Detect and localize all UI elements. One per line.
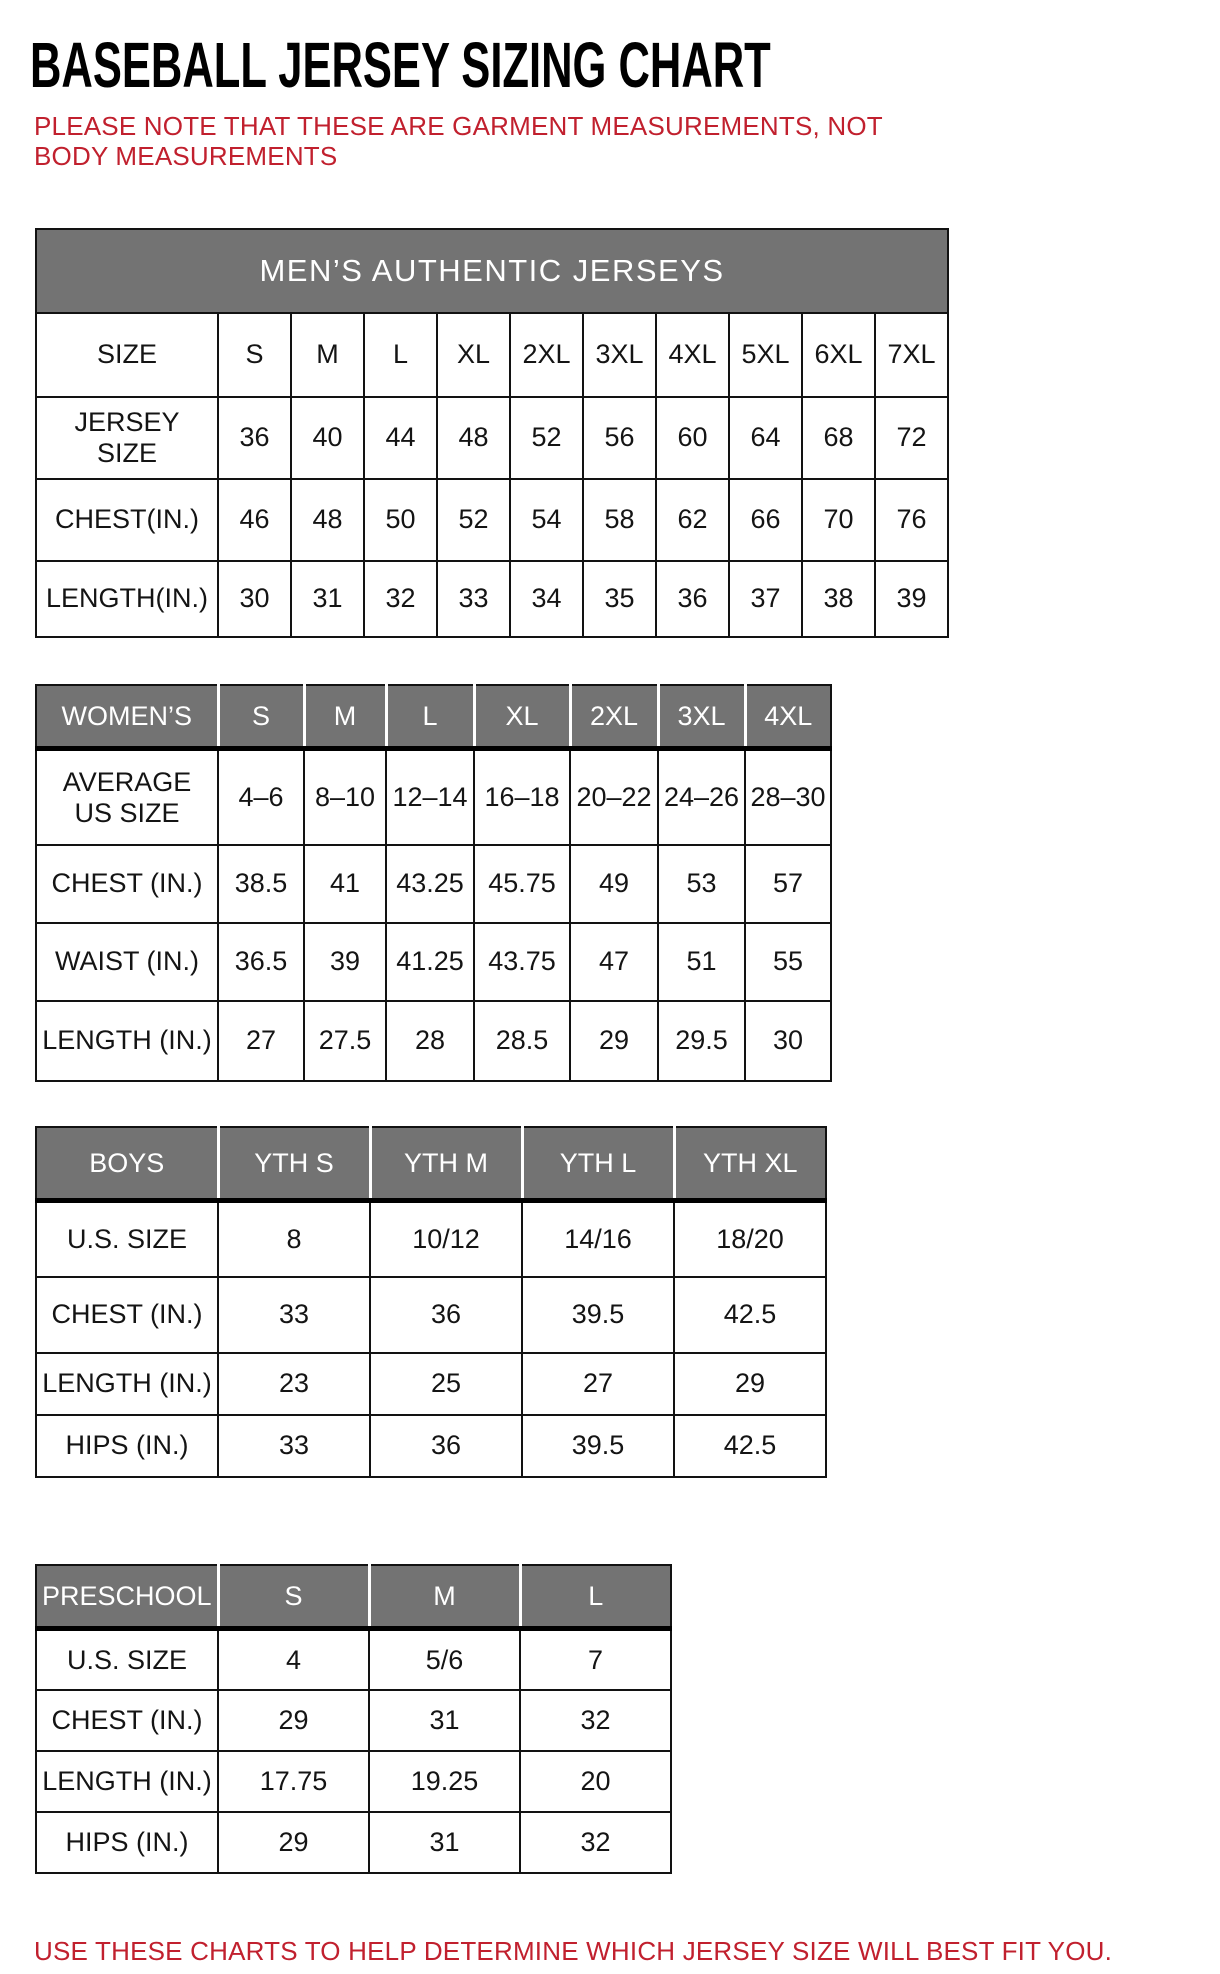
size-column-header: YTH L — [522, 1127, 674, 1201]
row-label-cell: LENGTH (IN.) — [36, 1001, 218, 1081]
table-row — [36, 749, 831, 845]
value-cell: 19.25 — [369, 1751, 520, 1812]
value-cell: 24–26 — [658, 749, 745, 845]
value-cell: 2XL — [510, 313, 583, 397]
value-cell: 32 — [520, 1812, 671, 1873]
size-column-header: S — [218, 685, 304, 749]
value-cell: 38.5 — [218, 845, 304, 923]
value-cell: 4XL — [656, 313, 729, 397]
value-cell: 29 — [674, 1353, 826, 1415]
row-label-cell: CHEST (IN.) — [36, 1277, 218, 1353]
size-column-header: M — [369, 1565, 520, 1629]
value-cell: 33 — [218, 1415, 370, 1477]
row-label-cell: AVERAGE US SIZE — [36, 749, 218, 845]
table-row — [36, 1415, 826, 1477]
value-cell: 35 — [583, 561, 656, 637]
table-row — [36, 313, 948, 397]
value-cell: 29 — [218, 1812, 369, 1873]
value-cell: 36 — [370, 1277, 522, 1353]
preschool-group-label: PRESCHOOL — [36, 1565, 218, 1629]
value-cell: 39.5 — [522, 1277, 674, 1353]
table-row — [36, 1751, 671, 1812]
value-cell: 39 — [875, 561, 948, 637]
size-column-header: S — [218, 1565, 369, 1629]
value-cell: 58 — [583, 479, 656, 561]
value-cell: 30 — [745, 1001, 831, 1081]
table-header-row — [36, 1127, 826, 1201]
value-cell: 8 — [218, 1201, 370, 1277]
value-cell: 52 — [510, 397, 583, 479]
size-column-header: 3XL — [658, 685, 745, 749]
value-cell: 3XL — [583, 313, 656, 397]
value-cell: 7 — [520, 1629, 671, 1690]
row-label-cell: LENGTH(IN.) — [36, 561, 218, 637]
value-cell: 44 — [364, 397, 437, 479]
value-cell: 42.5 — [674, 1277, 826, 1353]
womens-table — [35, 684, 832, 1082]
value-cell: 51 — [658, 923, 745, 1001]
value-cell: 68 — [802, 397, 875, 479]
value-cell: 72 — [875, 397, 948, 479]
table-row — [36, 479, 948, 561]
table-row — [36, 1001, 831, 1081]
row-label-cell: U.S. SIZE — [36, 1201, 218, 1277]
value-cell: 7XL — [875, 313, 948, 397]
row-label-cell: U.S. SIZE — [36, 1629, 218, 1690]
value-cell: 40 — [291, 397, 364, 479]
value-cell: 25 — [370, 1353, 522, 1415]
value-cell: 6XL — [802, 313, 875, 397]
value-cell: 70 — [802, 479, 875, 561]
value-cell: 29 — [218, 1690, 369, 1751]
value-cell: S — [218, 313, 291, 397]
table-row — [36, 397, 948, 479]
value-cell: 27 — [522, 1353, 674, 1415]
mens-table — [35, 228, 949, 638]
size-column-header: YTH M — [370, 1127, 522, 1201]
value-cell: 36 — [218, 397, 291, 479]
value-cell: 33 — [437, 561, 510, 637]
value-cell: 49 — [570, 845, 658, 923]
table-header-row — [36, 685, 831, 749]
value-cell: 43.75 — [474, 923, 570, 1001]
value-cell: 28 — [386, 1001, 474, 1081]
value-cell: 28–30 — [745, 749, 831, 845]
table-row — [36, 561, 948, 637]
row-label-cell: HIPS (IN.) — [36, 1415, 218, 1477]
value-cell: 48 — [437, 397, 510, 479]
value-cell: 45.75 — [474, 845, 570, 923]
row-label-cell: WAIST (IN.) — [36, 923, 218, 1001]
table-row — [36, 1690, 671, 1751]
value-cell: 8–10 — [304, 749, 386, 845]
value-cell: 16–18 — [474, 749, 570, 845]
value-cell: 37 — [729, 561, 802, 637]
value-cell: 41 — [304, 845, 386, 923]
value-cell: 12–14 — [386, 749, 474, 845]
value-cell: 50 — [364, 479, 437, 561]
value-cell: 31 — [369, 1812, 520, 1873]
value-cell: 39 — [304, 923, 386, 1001]
mens-authentic-jerseys-table — [0, 228, 1220, 638]
value-cell: 42.5 — [674, 1415, 826, 1477]
value-cell: 29 — [570, 1001, 658, 1081]
boys-table — [35, 1126, 827, 1478]
value-cell: 5XL — [729, 313, 802, 397]
womens-sizing-table — [0, 684, 1220, 1082]
table-row — [36, 1629, 671, 1690]
table-row — [36, 845, 831, 923]
value-cell: 29.5 — [658, 1001, 745, 1081]
value-cell: 54 — [510, 479, 583, 561]
value-cell: L — [364, 313, 437, 397]
boys-sizing-table — [0, 1126, 1220, 1478]
row-label-cell: SIZE — [36, 313, 218, 397]
womens-group-label: WOMEN’S — [36, 685, 218, 749]
value-cell: 41.25 — [386, 923, 474, 1001]
value-cell: 66 — [729, 479, 802, 561]
row-label-cell: JERSEY SIZE — [36, 397, 218, 479]
value-cell: 27 — [218, 1001, 304, 1081]
value-cell: 5/6 — [369, 1629, 520, 1690]
value-cell: 32 — [520, 1690, 671, 1751]
value-cell: 27.5 — [304, 1001, 386, 1081]
value-cell: 20–22 — [570, 749, 658, 845]
size-column-header: 4XL — [745, 685, 831, 749]
row-label-cell: LENGTH (IN.) — [36, 1353, 218, 1415]
row-label-cell: CHEST (IN.) — [36, 845, 218, 923]
size-column-header: M — [304, 685, 386, 749]
value-cell: 33 — [218, 1277, 370, 1353]
value-cell: M — [291, 313, 364, 397]
value-cell: 36.5 — [218, 923, 304, 1001]
value-cell: 34 — [510, 561, 583, 637]
value-cell: 18/20 — [674, 1201, 826, 1277]
fit-advice-note: USE THESE CHARTS TO HELP DETERMINE WHICH JERSEY SIZE WILL BEST FIT YOU. — [34, 1935, 1113, 1966]
preschool-sizing-table — [0, 1564, 1220, 1874]
value-cell: 46 — [218, 479, 291, 561]
value-cell: 30 — [218, 561, 291, 637]
page-title: BASEBALL JERSEY SIZING CHART — [30, 29, 771, 101]
size-column-header: YTH XL — [674, 1127, 826, 1201]
value-cell: 36 — [370, 1415, 522, 1477]
value-cell: 10/12 — [370, 1201, 522, 1277]
table-row — [36, 1201, 826, 1277]
value-cell: 62 — [656, 479, 729, 561]
value-cell: 32 — [364, 561, 437, 637]
value-cell: 38 — [802, 561, 875, 637]
value-cell: 55 — [745, 923, 831, 1001]
value-cell: XL — [437, 313, 510, 397]
value-cell: 4 — [218, 1629, 369, 1690]
value-cell: 53 — [658, 845, 745, 923]
garment-measurements-note: PLEASE NOTE THAT THESE ARE GARMENT MEASUREMENTS, NOT BODY MEASUREMENTS — [34, 111, 883, 171]
size-column-header: 2XL — [570, 685, 658, 749]
value-cell: 43.25 — [386, 845, 474, 923]
size-column-header: YTH S — [218, 1127, 370, 1201]
value-cell: 14/16 — [522, 1201, 674, 1277]
value-cell: 17.75 — [218, 1751, 369, 1812]
value-cell: 39.5 — [522, 1415, 674, 1477]
value-cell: 57 — [745, 845, 831, 923]
value-cell: 28.5 — [474, 1001, 570, 1081]
value-cell: 4–6 — [218, 749, 304, 845]
table-header-row — [36, 1565, 671, 1629]
value-cell: 52 — [437, 479, 510, 561]
row-label-cell: HIPS (IN.) — [36, 1812, 218, 1873]
preschool-table — [35, 1564, 672, 1874]
value-cell: 56 — [583, 397, 656, 479]
row-label-cell: CHEST(IN.) — [36, 479, 218, 561]
table-banner-row — [36, 229, 948, 313]
value-cell: 36 — [656, 561, 729, 637]
table-row — [36, 1353, 826, 1415]
size-column-header: XL — [474, 685, 570, 749]
table-row — [36, 923, 831, 1001]
row-label-cell: CHEST (IN.) — [36, 1690, 218, 1751]
value-cell: 60 — [656, 397, 729, 479]
size-column-header: L — [520, 1565, 671, 1629]
value-cell: 31 — [369, 1690, 520, 1751]
value-cell: 20 — [520, 1751, 671, 1812]
value-cell: 23 — [218, 1353, 370, 1415]
value-cell: 47 — [570, 923, 658, 1001]
row-label-cell: LENGTH (IN.) — [36, 1751, 218, 1812]
value-cell: 76 — [875, 479, 948, 561]
value-cell: 31 — [291, 561, 364, 637]
size-column-header: L — [386, 685, 474, 749]
mens-banner-title: MEN’S AUTHENTIC JERSEYS — [36, 229, 948, 313]
table-row — [36, 1812, 671, 1873]
value-cell: 48 — [291, 479, 364, 561]
table-row — [36, 1277, 826, 1353]
value-cell: 64 — [729, 397, 802, 479]
boys-group-label: BOYS — [36, 1127, 218, 1201]
